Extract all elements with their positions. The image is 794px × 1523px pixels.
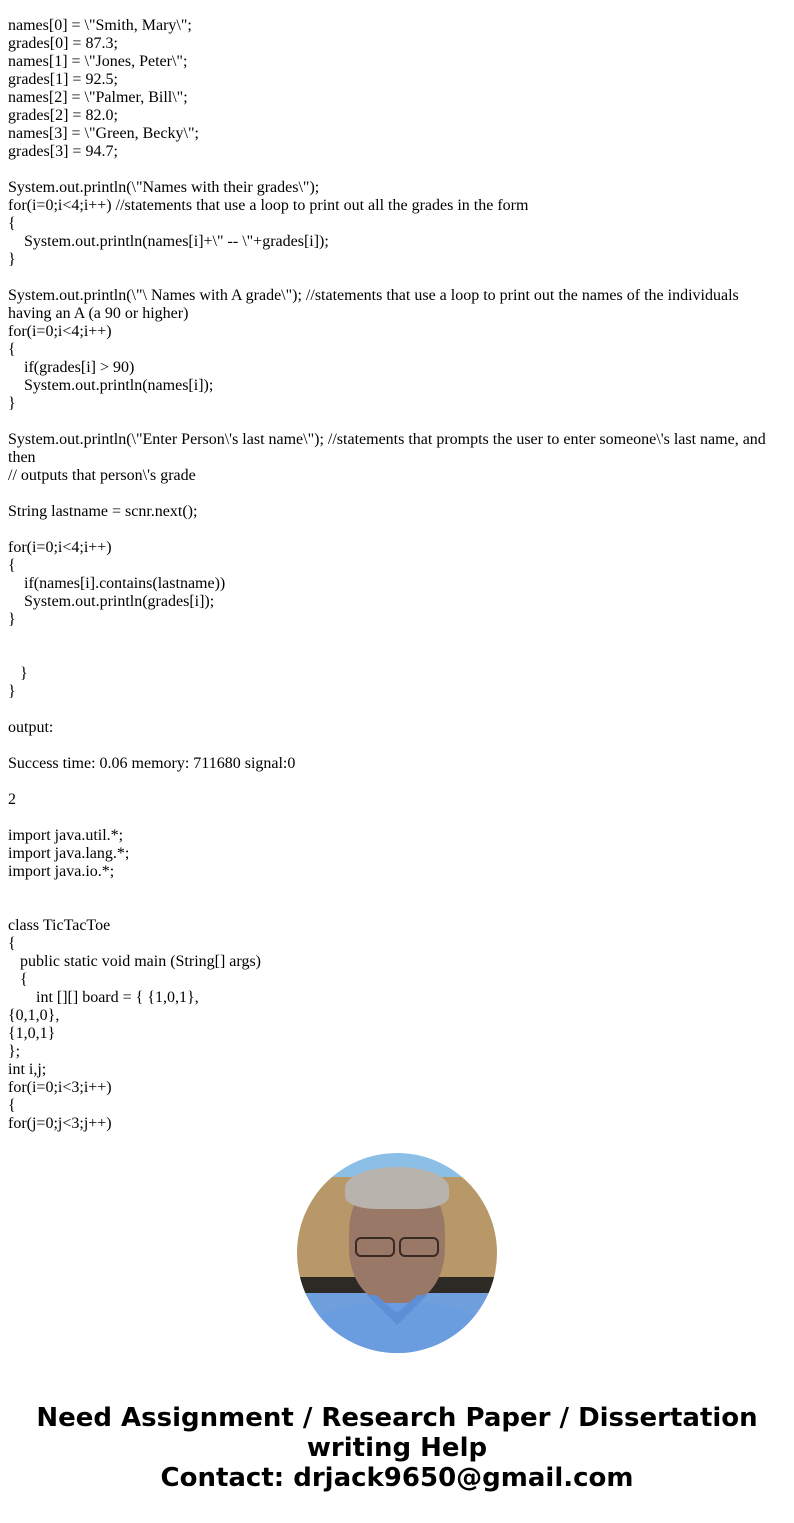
- code-line: int i,j;: [8, 1061, 47, 1078]
- blank-line: [8, 899, 786, 917]
- author-avatar: [297, 1153, 497, 1353]
- code-line: names[0] = \"Smith, Mary\";: [8, 17, 192, 34]
- code-line: for(i=0;i<4;i++): [8, 323, 112, 340]
- code-line: System.out.println(grades[i]);: [8, 593, 215, 610]
- code-line: grades[2] = 82.0;: [8, 107, 118, 124]
- output-label: output:: [8, 719, 54, 736]
- code-line: System.out.println(names[i]+\" -- \"+grades[i]);: [8, 233, 329, 250]
- cta-contact-email: Contact: drjack9650@gmail.com: [160, 1463, 634, 1493]
- code-line: names[3] = \"Green, Becky\";: [8, 125, 199, 142]
- code-line: }: [8, 395, 16, 412]
- code-line: }: [8, 611, 16, 628]
- blank-line: [8, 521, 786, 539]
- code-line: names[2] = \"Palmer, Bill\";: [8, 89, 188, 106]
- blank-line: [8, 413, 786, 431]
- code-line: String lastname = scnr.next();: [8, 503, 198, 520]
- avatar-hair: [345, 1167, 449, 1209]
- code-line: for(j=0;j<3;j++): [8, 1115, 112, 1132]
- blank-line: [8, 161, 786, 179]
- code-line: {0,1,0},: [8, 1007, 60, 1024]
- code-line: {: [8, 1097, 16, 1114]
- code-line: }: [8, 251, 16, 268]
- code-line: public static void main (String[] args): [8, 953, 261, 970]
- blank-line: [8, 647, 786, 665]
- avatar-shirt: [307, 1303, 487, 1353]
- code-line: System.out.println(names[i]);: [8, 377, 214, 394]
- code-text-block: [8, 17, 786, 1133]
- code-line: names[1] = \"Jones, Peter\";: [8, 53, 188, 70]
- glasses-icon: [355, 1237, 439, 1255]
- code-line: System.out.println(\"\ Names with A grade\"); //statements that use a loop to print out the names of the individuals having an A (a 90 or higher): [8, 287, 743, 322]
- code-line: {: [8, 971, 28, 988]
- code-line: // outputs that person\'s grade: [8, 467, 196, 484]
- code-line: }: [8, 683, 16, 700]
- code-line: if(names[i].contains(lastname)): [8, 575, 226, 592]
- blank-line: [8, 701, 786, 719]
- code-line: {: [8, 935, 16, 952]
- code-line: {: [8, 215, 16, 232]
- cta-line-1: Need Assignment / Research Paper / Dissertation: [36, 1403, 758, 1433]
- code-line: import java.lang.*;: [8, 845, 130, 862]
- code-line: System.out.println(\"Names with their grades\");: [8, 179, 320, 196]
- code-line: import java.util.*;: [8, 827, 124, 844]
- blank-line: [8, 485, 786, 503]
- code-line: import java.io.*;: [8, 863, 115, 880]
- blank-line: [8, 881, 786, 899]
- code-line: int [][] board = { {1,0,1},: [8, 989, 199, 1006]
- blank-line: [8, 737, 786, 755]
- code-line: {: [8, 341, 16, 358]
- cta-line-2: writing Help: [306, 1433, 488, 1463]
- code-line: };: [8, 1043, 21, 1060]
- blank-line: [8, 269, 786, 287]
- code-line: for(i=0;i<3;i++): [8, 1079, 112, 1096]
- code-line: {1,0,1}: [8, 1025, 56, 1042]
- run-status: Success time: 0.06 memory: 711680 signal:0: [8, 755, 296, 772]
- section-number: 2: [8, 791, 16, 808]
- code-line: grades[1] = 92.5;: [8, 71, 118, 88]
- blank-line: [8, 773, 786, 791]
- code-line: for(i=0;i<4;i++) //statements that use a loop to print out all the grades in the form: [8, 197, 529, 214]
- code-line: grades[0] = 87.3;: [8, 35, 118, 52]
- code-line: if(grades[i] > 90): [8, 359, 135, 376]
- code-line: System.out.println(\"Enter Person\'s last name\"); //statements that prompts the user to enter someone\'s last name, and then: [8, 431, 770, 466]
- code-line: for(i=0;i<4;i++): [8, 539, 112, 556]
- code-line: class TicTacToe: [8, 917, 111, 934]
- code-line: {: [8, 557, 16, 574]
- code-line: }: [8, 665, 28, 682]
- contact-banner: [0, 1403, 794, 1493]
- blank-line: [8, 629, 786, 647]
- code-line: grades[3] = 94.7;: [8, 143, 118, 160]
- blank-line: [8, 809, 786, 827]
